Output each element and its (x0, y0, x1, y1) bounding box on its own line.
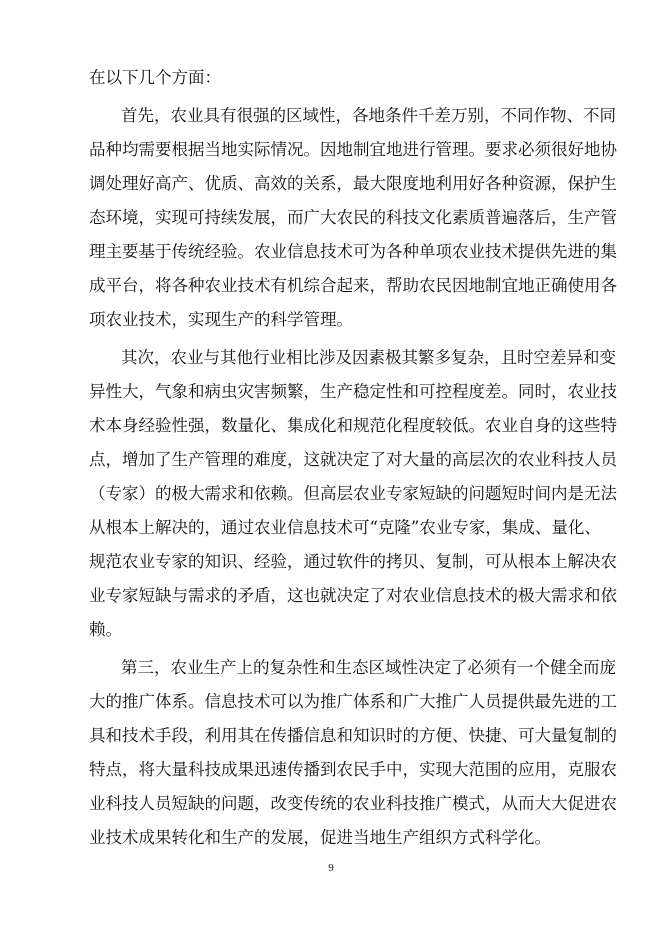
paragraph-third-line: 业技术成果转化和生产的发展，促进当地生产组织方式科学化。 (89, 828, 551, 847)
paragraph-second-line: 业专家短缺与需求的矛盾，这也就决定了对农业信息技术的极大需求和依 (89, 586, 617, 605)
paragraph-second-line: 其次，农业与其他行业相比涉及因素极其繁多复杂，且时空差异和变 (121, 348, 616, 367)
paragraph-third-line: 业科技人员短缺的问题，改变传统的农业科技推广模式，从而大大促进农 (89, 794, 617, 813)
paragraph-third-line: 具和技术手段，利用其在传播信息和知识时的方便、快捷、可大量复制的 (89, 726, 617, 745)
paragraph-first-line: 调处理好高产、优质、高效的关系，最大限度地利用好各种资源，保护生 (89, 174, 617, 193)
paragraph-second-line: 赖。 (89, 620, 122, 639)
paragraph-third-line: 第三，农业生产上的复杂性和生态区域性决定了必须有一个健全而庞 (121, 658, 616, 677)
paragraph-first-line: 理主要基于传统经验。农业信息技术可为各种单项农业技术提供先进的集 (89, 242, 617, 261)
paragraph-second-line: （专家）的极大需求和依赖。但高层农业专家短缺的问题短时间内是无法 (89, 484, 617, 503)
paragraph-first-line: 首先，农业具有很强的区域性，各地条件千差万别，不同作物、不同 (121, 106, 616, 125)
paragraph-second-line: 术本身经验性强，数量化、集成化和规范化程度较低。农业自身的这些特 (89, 416, 617, 435)
paragraph-third-line: 特点，将大量科技成果迅速传播到农民手中，实现大范围的应用，克服农 (89, 760, 617, 779)
paragraph-third-line: 大的推广体系。信息技术可以为推广体系和广大推广人员提供最先进的工 (89, 692, 617, 711)
paragraph-first-line: 项农业技术，实现生产的科学管理。 (89, 310, 353, 329)
page-number: 9 (328, 862, 334, 874)
paragraph-second-line: 从根本上解决的，通过农业信息技术可“克隆”农业专家，集成、量化、 (89, 518, 601, 537)
paragraph-first-line: 品种均需要根据当地实际情况。因地制宜地进行管理。要求必须很好地协 (89, 140, 617, 159)
paragraph-second-line: 异性大，气象和病虫灾害频繁，生产稳定性和可控程度差。同时，农业技 (89, 382, 617, 401)
paragraph-first-line: 成平台，将各种农业技术有机综合起来，帮助农民因地制宜地正确使用各 (89, 276, 617, 295)
paragraph-first-line: 态环境，实现可持续发展，而广大农民的科技文化素质普遍落后，生产管 (89, 208, 617, 227)
paragraph-second-line: 规范农业专家的知识、经验，通过软件的拷贝、复制，可从根本上解决农 (89, 552, 617, 571)
paragraph-intro-line: 在以下几个方面： (89, 68, 221, 87)
paragraph-second-line: 点，增加了生产管理的难度，这就决定了对大量的高层次的农业科技人员 (89, 450, 617, 469)
